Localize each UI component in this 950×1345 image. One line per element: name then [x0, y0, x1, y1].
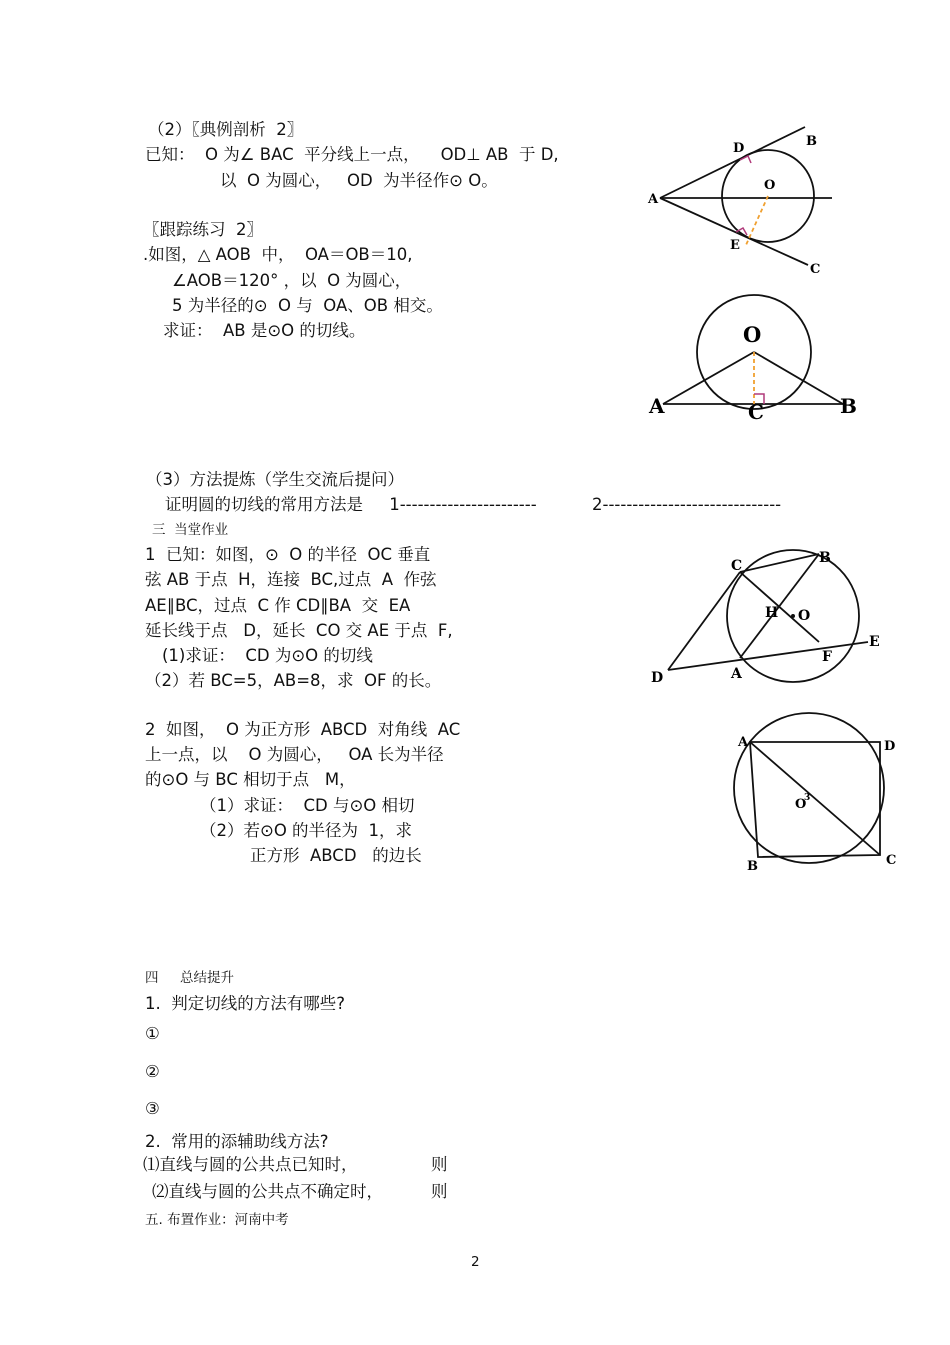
label-m: 3: [804, 793, 811, 803]
summary-title: 四 总结提升: [145, 970, 234, 986]
label-o: O: [743, 322, 762, 347]
label-d: D: [884, 739, 896, 754]
label-o: O: [795, 797, 807, 812]
q1-line6: （2）若 BC=5，AB=8，求 OF 的长。: [145, 671, 442, 690]
label-a: A: [738, 735, 749, 750]
label-c: C: [748, 400, 764, 424]
line-de: [668, 642, 868, 670]
label-f: F: [822, 649, 832, 665]
summary-choice2: ②: [145, 1062, 160, 1081]
summary-method1: ⑴直线与圆的公共点已知时，: [143, 1155, 358, 1174]
q2-line4: （1）求证： CD 与⊙O 相切: [200, 796, 415, 815]
practice-line3: 5 为半径的⊙ O 与 OA、OB 相交。: [172, 296, 443, 315]
label-d: D: [651, 670, 664, 686]
label-e: E: [869, 634, 880, 650]
q2-line6: 正方形 ABCD 的边长: [250, 846, 422, 865]
example-given-line1: 已知： O 为∠ BAC 平分线上一点， OD⊥ AB 于 D,: [145, 145, 559, 164]
q2-line1: 2 如图， O 为正方形 ABCD 对角线 AC: [145, 720, 461, 739]
practice-line2: ∠AOB＝120° ，以 O 为圆心，: [172, 271, 412, 290]
q1-line5: (1)求证： CD 为⊙O 的切线: [162, 646, 373, 665]
center-dot: [791, 614, 795, 618]
summary-method2-then: 则: [431, 1182, 448, 1201]
summary-choice1: ①: [145, 1024, 160, 1043]
label-d: D: [733, 141, 745, 156]
q1-line4: 延长线于点 D，延长 CO 交 AE 于点 F,: [145, 621, 453, 640]
q1-line1: 1 已知：如图，⊙ O 的半径 OC 垂直: [145, 545, 431, 564]
q1-line2: 弦 AB 于点 H，连接 BC,过点 A 作弦: [145, 570, 437, 589]
figure-tangent-cd: [643, 530, 903, 698]
label-a: A: [731, 666, 742, 682]
label-e: E: [730, 238, 740, 253]
label-c: C: [731, 558, 743, 574]
label-h: H: [765, 605, 779, 621]
practice-line4: 求证： AB 是⊙O 的切线。: [163, 321, 366, 340]
summary-method1-then: 则: [431, 1155, 448, 1174]
figure-angle-bisector: [630, 105, 875, 293]
practice-line1: .如图，△ AOB 中， OA＝OB＝10,: [143, 245, 413, 264]
method-line2: 2------------------------------: [592, 495, 782, 514]
segment-ob: [754, 352, 843, 404]
label-o: O: [798, 608, 811, 624]
label-b: B: [806, 134, 817, 149]
summary-choice3: ③: [145, 1099, 160, 1118]
q2-line2: 上一点，以 O 为圆心， OA 长为半径: [145, 745, 444, 764]
label-o: O: [764, 178, 776, 193]
assignment: 五. 布置作业：河南中考: [145, 1212, 289, 1228]
label-a: A: [649, 394, 665, 418]
label-b: B: [747, 859, 758, 874]
example-given-line2: 以 O 为圆心， OD 为半径作⊙ O。: [220, 171, 498, 190]
summary-q2: 2. 常用的添辅助线方法?: [145, 1132, 329, 1151]
summary-method2: ⑵直线与圆的公共点不确定时，: [152, 1182, 383, 1201]
page-number: 2: [471, 1254, 480, 1270]
example-title: （2）〖典例剖析 2〗: [148, 120, 304, 139]
label-c: C: [810, 262, 821, 277]
homework-title: 三 当堂作业: [152, 522, 229, 538]
label-c: C: [886, 853, 897, 868]
label-b: B: [840, 394, 857, 418]
practice-title: 〖跟踪练习 2〗: [143, 220, 263, 239]
q2-line5: （2）若⊙O 的半径为 1，求: [200, 821, 413, 840]
q1-line3: AE∥BC，过点 C 作 CD∥BA 交 EA: [145, 596, 411, 615]
segment-oa: [663, 352, 754, 404]
figure-triangle-aob: [643, 280, 876, 435]
summary-q1: 1. 判定切线的方法有哪些?: [145, 994, 345, 1013]
diagonal-ac: [750, 742, 880, 855]
ray-ab: [660, 127, 805, 198]
method-line1: 证明圆的切线的常用方法是 1-----------------------: [165, 495, 537, 514]
figure-square-abcd: [700, 702, 918, 892]
label-b: B: [819, 550, 831, 566]
ray-ac: [660, 198, 808, 265]
method-title: （3）方法提炼（学生交流后提问）: [146, 470, 404, 489]
q2-line3: 的⊙O 与 BC 相切于点 M，: [145, 770, 356, 789]
segment-cd: [668, 572, 740, 670]
dashed-oe: [746, 196, 768, 245]
label-a: A: [648, 192, 659, 207]
